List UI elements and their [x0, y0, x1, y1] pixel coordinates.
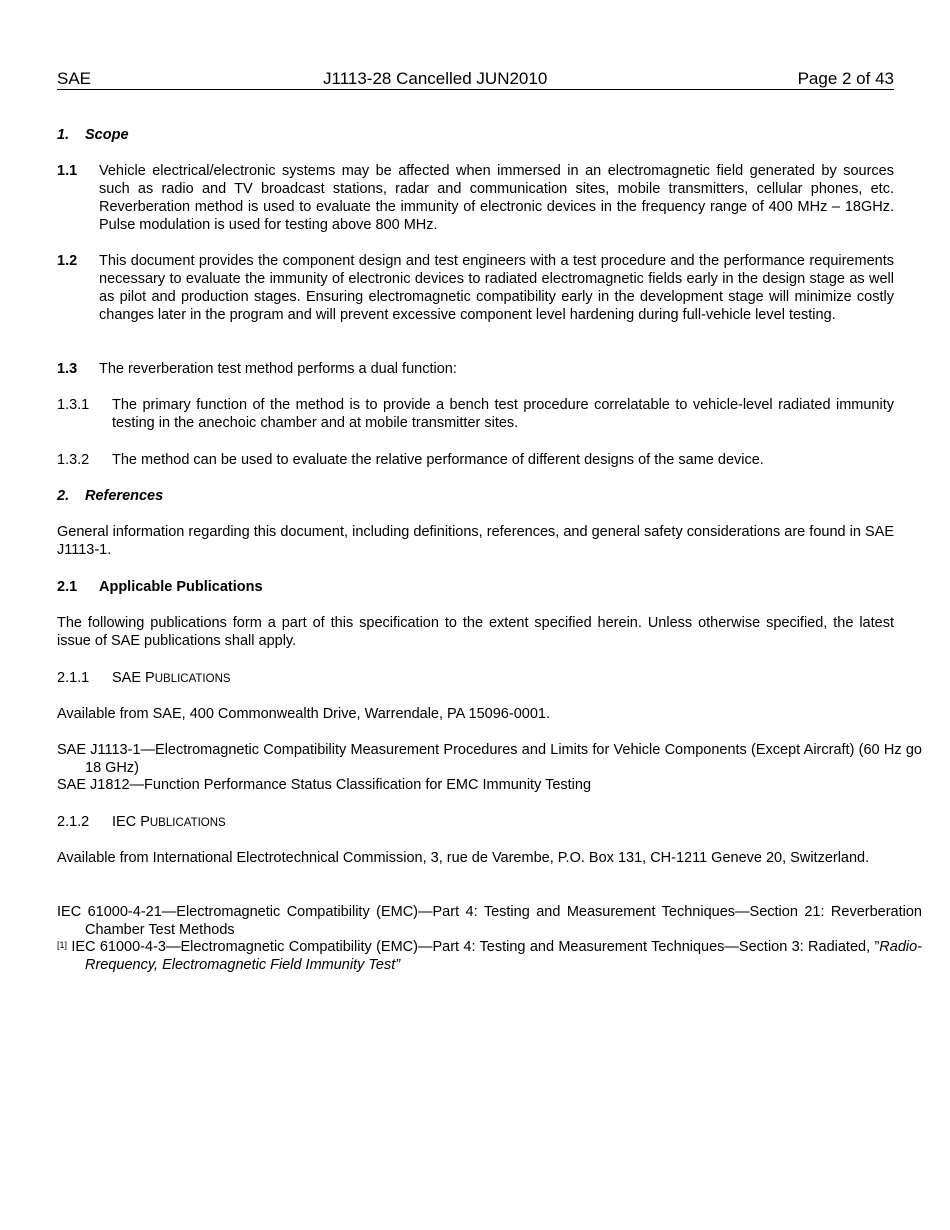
section-2-1-1-title-prefix: SAE P	[112, 670, 155, 686]
section-2-1-text: The following publications form a part of this specification to the extent specified herein. Unless otherwise specified, the latest issue of SAE publications shall apply.	[57, 615, 894, 649]
section-2-1-number: 2.1	[57, 579, 78, 595]
header-org: SAE	[57, 69, 92, 88]
section-1-title: Scope	[85, 127, 129, 143]
section-1-3-2-text: The method can be used to evaluate the relative performance of different designs of the same device.	[112, 452, 764, 468]
section-2-1-2-title	[112, 813, 226, 832]
section-2-1-2-title-rest: UBLICATIONS	[149, 817, 226, 829]
page-header	[57, 69, 894, 90]
header-doc-id: J1113-28 Cancelled JUN2010	[323, 69, 548, 88]
reference-iec-61000-4-3-italic: Radio-Rrequency, Electromagnetic Field Immunity Test”	[85, 939, 922, 973]
section-1-3-text: The reverberation test method performs a dual function:	[99, 361, 457, 377]
section-2-1-1-title-rest: UBLICATIONS	[154, 673, 231, 685]
section-2-1-1-availability: Available from SAE, 400 Commonwealth Drive, Warrendale, PA 15096-0001.	[57, 706, 550, 722]
section-1-heading	[57, 126, 894, 144]
section-1-1	[57, 162, 894, 234]
section-1-2-number: 1.2	[57, 253, 78, 269]
section-2-1-2-heading	[57, 813, 894, 831]
reference-sae-j1812: SAE J1812—Function Performance Status Classification for EMC Immunity Testing	[57, 777, 592, 793]
reference-iec-61000-4-3-text: IEC 61000-4-3—Electromagnetic Compatibility (EMC)—Part 4: Testing and Measurement Techniques—Section 3: Radiated, ”	[67, 939, 880, 955]
section-1-3-2-number: 1.3.2	[57, 452, 90, 468]
section-2-intro: General information regarding this document, including definitions, references, and general safety considerations are found in SAE J1113-1.	[57, 524, 894, 558]
section-1-3-number: 1.3	[57, 361, 78, 377]
section-1-1-number: 1.1	[57, 163, 78, 179]
section-1-number: 1.	[57, 127, 70, 143]
header-page-number: Page 2 of 43	[797, 69, 894, 88]
section-2-1-heading	[57, 578, 894, 596]
section-2-1-1-number: 2.1.1	[57, 670, 90, 686]
reference-iec-61000-4-21: IEC 61000-4-21—Electromagnetic Compatibility (EMC)—Part 4: Testing and Measurement Techniques—Section 21: Reverberation Chamber Test Methods	[57, 904, 922, 938]
reference-sae-j1113-1: SAE J1113-1—Electromagnetic Compatibility Measurement Procedures and Limits for Vehicle Components (Except Aircraft) (60 Hz go 18 GHz)	[57, 742, 922, 776]
section-2-1-2-availability: Available from International Electrotechnical Commission, 3, rue de Varembe, P.O. Box 131, CH-1211 Geneve 20, Switzerland.	[57, 850, 870, 866]
footnote-marker: [1]	[57, 940, 68, 950]
section-2-title: References	[85, 488, 164, 504]
section-1-2	[57, 252, 894, 324]
section-1-3	[57, 360, 894, 378]
section-2-heading	[57, 487, 894, 505]
section-2-number: 2.	[57, 488, 70, 504]
section-1-3-1-number: 1.3.1	[57, 397, 90, 413]
section-2-1-title: Applicable Publications	[99, 579, 263, 595]
section-1-1-text: Vehicle electrical/electronic systems may be affected when immersed in an electromagnetic field generated by sources such as radio and TV broadcast stations, radar and communication sites, mobile transmitters, cellular phones, etc. Reverberation method is used to evaluate the immunity of electronic devices in the frequency range of 400 MHz – 18GHz. Pulse modulation is used for testing above 800 MHz.	[99, 163, 894, 233]
section-2-1-2-number: 2.1.2	[57, 814, 90, 830]
section-2-1-1-heading	[57, 669, 894, 687]
section-2-1-1-title	[112, 669, 231, 688]
section-1-3-1	[57, 396, 894, 432]
section-1-3-2	[57, 451, 894, 469]
section-1-3-1-text: The primary function of the method is to provide a bench test procedure correlatable to vehicle-level radiated immunity testing in the anechoic chamber and at mobile transmitter sites.	[112, 397, 894, 431]
reference-iec-61000-4-3	[57, 938, 922, 974]
section-1-2-text: This document provides the component design and test engineers with a test procedure and the performance requirements necessary to evaluate the immunity of electronic devices to radiated electromagnetic fields early in the design stage as well as pilot and production stages. Ensuring electromagnetic compatibility early in the development stage will minimize costly changes later in the program and will prevent excessive component level hardening during full-vehicle level testing.	[99, 253, 894, 323]
section-2-1-2-title-prefix: IEC P	[112, 814, 150, 830]
